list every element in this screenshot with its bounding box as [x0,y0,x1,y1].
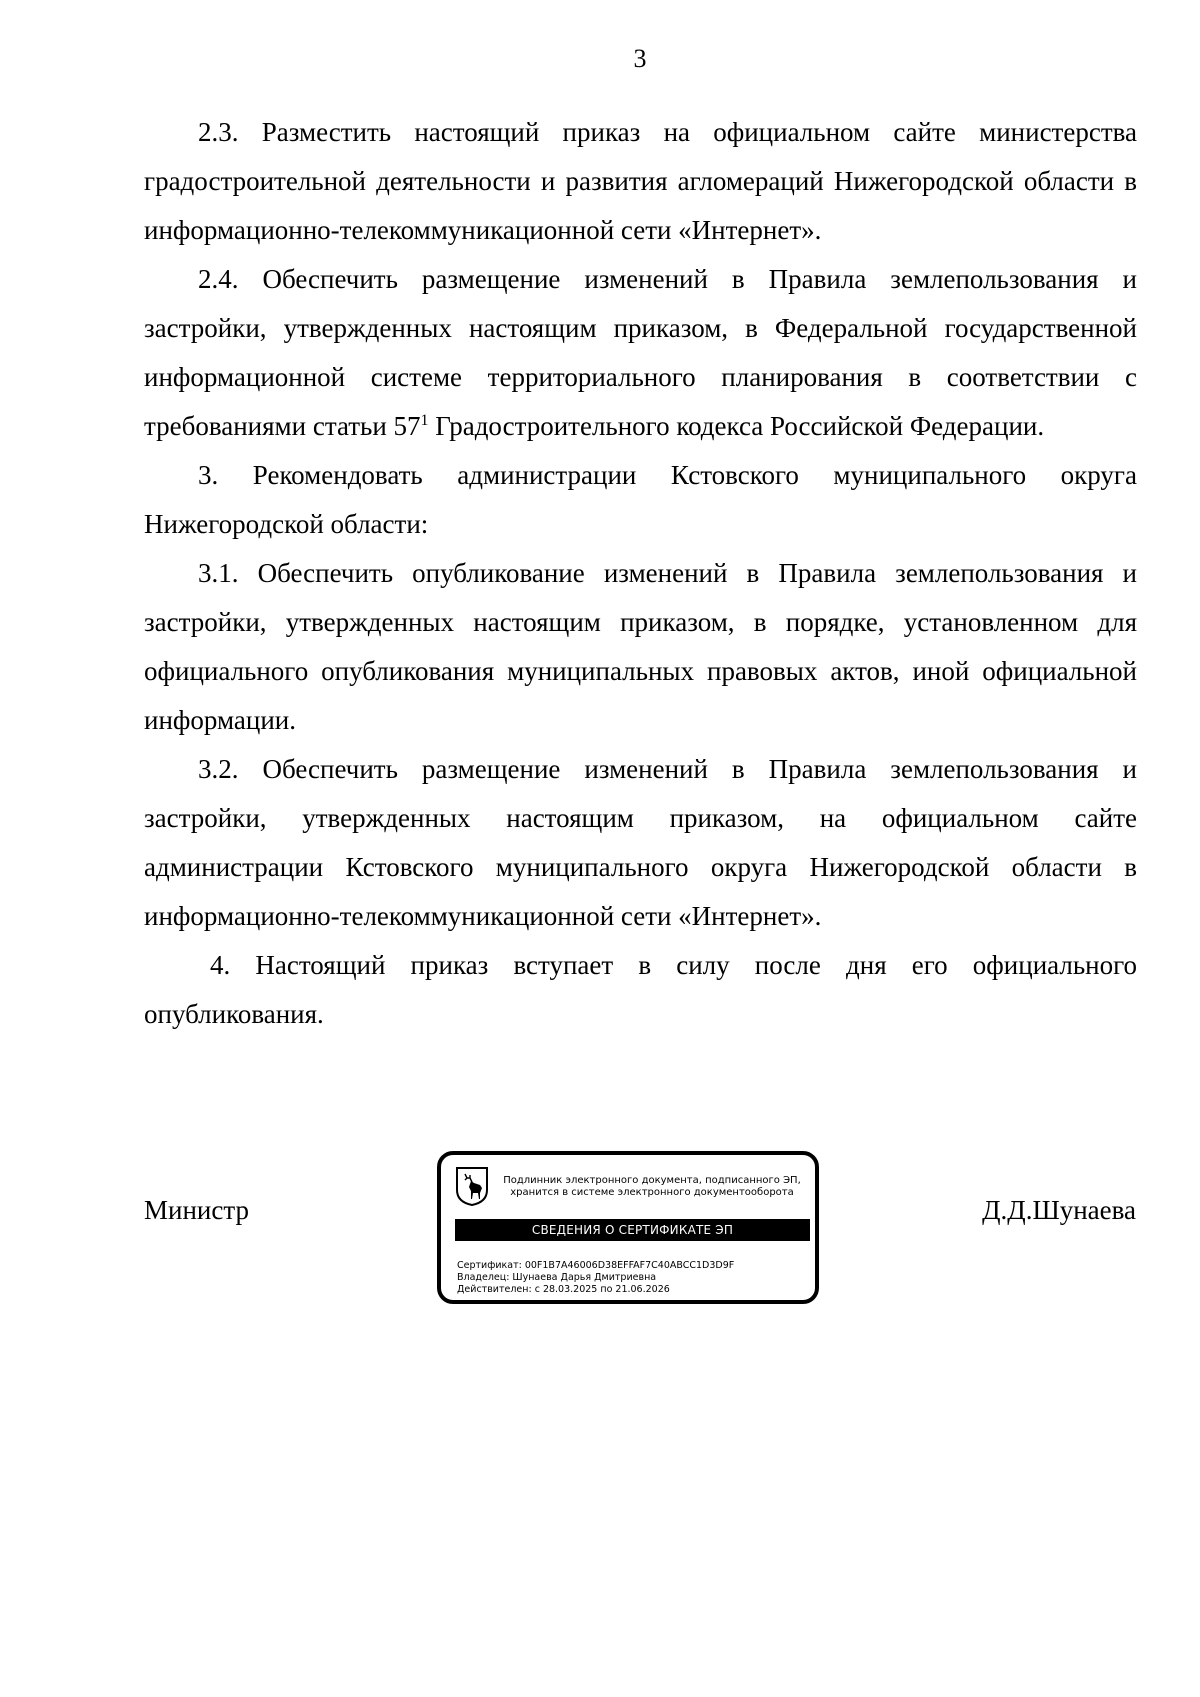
document-body [144,108,1137,1039]
signer-position: Министр [144,1195,249,1225]
article-superscript: 1 [420,412,429,429]
paragraph-2-4-tail: Градостроительного кодекса Российской Федерации. [428,411,1045,441]
paragraph-2-4-text: 2.4. Обеспечить размещение изменений в Правила землепользования и застройки, утвержденных настоящим приказом, в Федеральной государственной информационной системе территориального планирования в соответствии с требованиями статьи 57 [144,264,1137,441]
paragraph-2-4 [144,255,1137,451]
paragraph-4: 4. Настоящий приказ вступает в силу после дня его официального опубликования. [144,950,1137,1029]
paragraph-3-1: 3.1. Обеспечить опубликование изменений в Правила землепользования и застройки, утвержденных настоящим приказом, в порядке, установленном для официального опубликования муниципальных правовых актов, иной официальной информации. [144,558,1137,735]
deer-emblem-icon [455,1166,489,1206]
stamp-header [493,1175,811,1199]
certificate-owner: Владелец: Шунаева Дарья Дмитриевна [457,1272,657,1283]
page-number: 3 [633,44,647,73]
certificate-number: Сертификат: 00F1B7A46006D38EFFAF7C40ABCC1D3D9F [457,1260,735,1271]
paragraph-3-2: 3.2. Обеспечить размещение изменений в Правила землепользования и застройки, утвержденных настоящим приказом, на официальном сайте администрации Кстовского муниципального округа Нижегородской области в информационно-телекоммуникационной сети «Интернет». [144,754,1137,931]
electronic-signature-stamp [437,1151,819,1304]
certificate-validity: Действителен: с 28.03.2025 по 21.06.2026 [457,1284,670,1295]
stamp-details [457,1260,734,1296]
paragraph-3: 3. Рекомендовать администрации Кстовского муниципального округа Нижегородской области: [144,460,1137,539]
stamp-header-line1: Подлинник электронного документа, подписанного ЭП, [503,1175,801,1186]
stamp-header-line2: хранится в системе электронного документооборота [510,1187,794,1198]
paragraph-2-3: 2.3. Разместить настоящий приказ на официальном сайте министерства градостроительной деятельности и развития агломераций Нижегородской области в информационно-телекоммуникационной сети «Интернет». [144,117,1137,245]
signer-name: Д.Д.Шунаева [982,1195,1136,1225]
stamp-title: СВЕДЕНИЯ О СЕРТИФИКАТЕ ЭП [455,1219,810,1241]
